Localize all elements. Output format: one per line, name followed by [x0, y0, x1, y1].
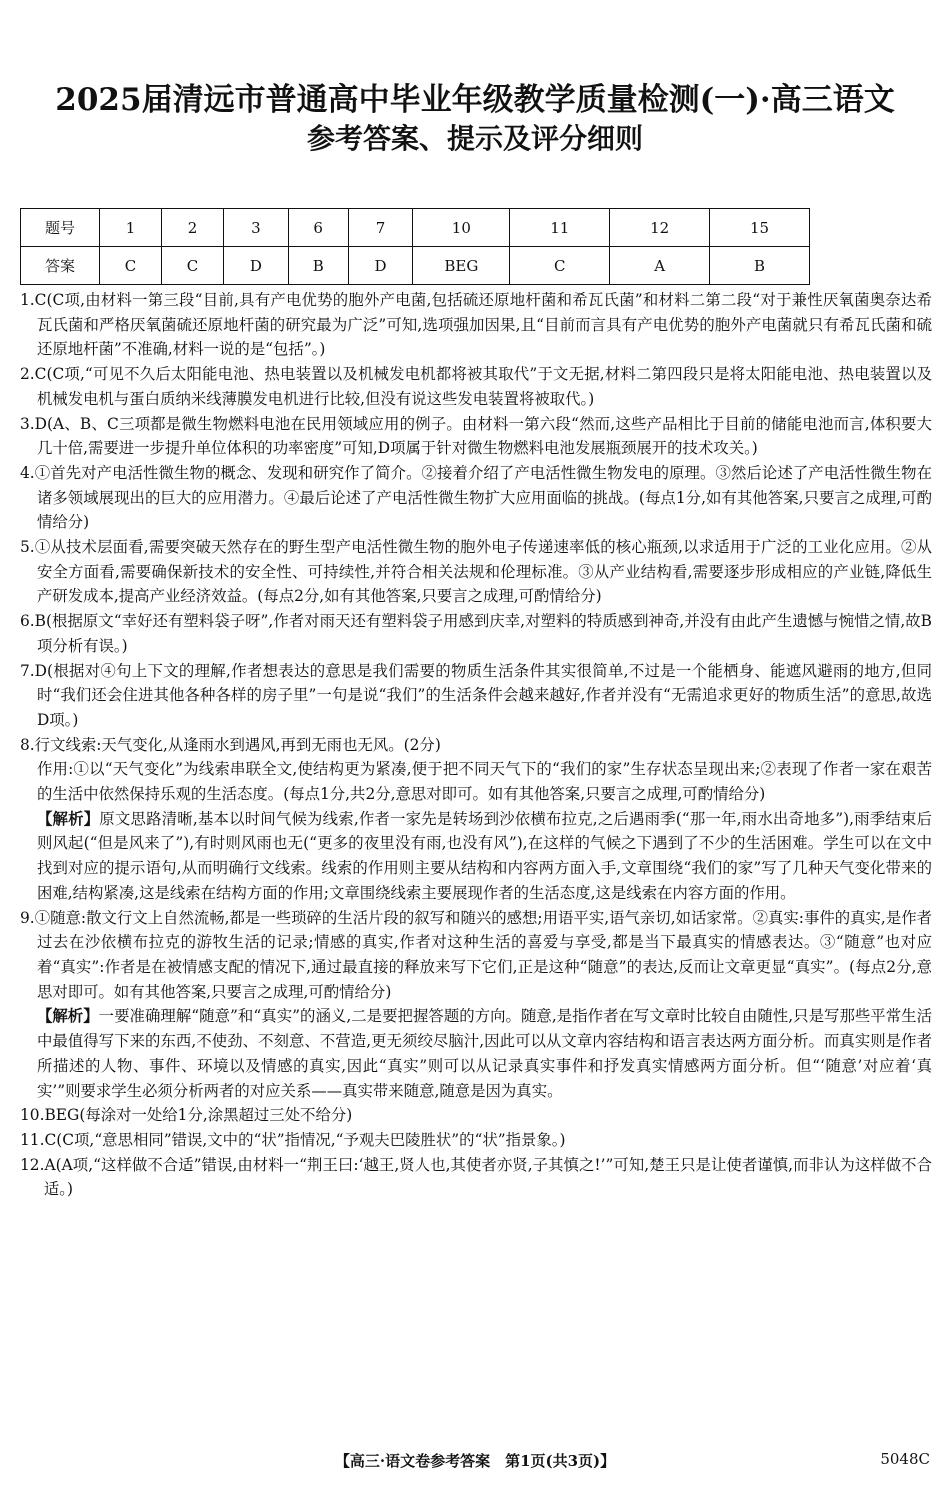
analysis-text: 一要准确理解“随意”和“真实”的涵义,二是要把握答题的方向。随意,是指作者在写文章时比较自由随性,只是写那些平常生活中最值得写下来的东西,不使劲、不刻意、不营造,更无须绞尽脑汁,因此可以从文章内容结构和语言表达两方面分析。而真实则是作者所描述的人物、事件、环境以及情感的真实,因此“真实”则可以从记录真实事件和抒发真实情感两方面分析。但“‘随意’对应着‘真实’”则要求学生必须分析两者的对应关系——真实带来随意,随意是因为真实。 — [36, 1007, 932, 1100]
table-cell: 12 — [610, 209, 710, 247]
table-cell: 11 — [510, 209, 610, 247]
answer-item-6: 6.B(根据原文“幸好还有塑料袋子呀”,作者对雨天还有塑料袋子用感到庆幸,对塑料的特质感到神奇,并没有由此产生遗憾与惋惜之情,故B项分析有误。) — [20, 612, 932, 655]
page-title: 2025届清远市普通高中毕业年级教学质量检测(一)·高三语文 — [55, 82, 895, 118]
table-cell: BEG — [413, 247, 510, 285]
table-cell: 15 — [710, 209, 810, 247]
answer-item-11: 11.C(C项,“意思相同”错误,文中的“状”指情况,“予观夫巴陵胜状”的“状”指景象。) — [20, 1130, 566, 1149]
page-footer: 【高三·语文卷参考答案 第1页(共3页)】 — [334, 1452, 616, 1470]
row-label-answer: 答案 — [21, 247, 100, 285]
analysis-text: 原文思路清晰,基本以时间气候为线索,作者一家先是转场到沙依横布拉克,之后遇雨季(“那一年,雨水出奇地多”),雨季结束后则风起(“但是风来了”),有时则风雨也无(“更多的夜里没有雨,也没有风”),在这样的气候之下遇到了不少的生活困难。学生可以在文中找到对应的提示语句,从而明确行文线索。线索的作用则主要从结构和内容两方面入手,文章围绕“我们的家”写了几种天气变化带来的困难,结构紧凑,这是线索在结构方面的作用;文章围绕线索主要展现作者的生活态度,这是线索在内容方面的作用。 — [36, 809, 932, 902]
answer-item-2: 2.C(C项,“可见不久后太阳能电池、热电装置以及机械发电机都将被其取代”于文无据,材料二第四段只是将太阳能电池、热电装置以及机械发电机与蛋白质纳米线薄膜发电机进行比较,但没有说这些发电装置将被取代。) — [20, 365, 932, 408]
table-cell: C — [162, 247, 224, 285]
table-cell: 10 — [413, 209, 510, 247]
table-cell: 6 — [288, 209, 348, 247]
table-cell: 7 — [348, 209, 413, 247]
answer-item-1: 1.C(C项,由材料一第三段“目前,具有产电优势的胞外产电菌,包括硫还原地杆菌和希瓦氏菌”和材料二第二段“对于兼性厌氧菌奥奈达希瓦氏菌和严格厌氧菌硫还原地杆菌的研究最为广泛”可知,选项强加因果,且“目前而言具有产电优势的胞外产电菌就只有希瓦氏菌和硫还原地杆菌”不准确,材料一说的是“包括”。) — [20, 291, 932, 359]
answer-explanations — [20, 288, 932, 1202]
answer-item-12: 12.A(A项,“这样做不合适”错误,由材料一“荆王曰:‘越王,贤人也,其使者亦贤,子其慎之!’”可知,楚王只是让使者谨慎,而非认为这样做不合适。) — [20, 1155, 932, 1199]
answer-item-10: 10.BEG(每涂对一处给1分,涂黑超过三处不给分) — [20, 1106, 353, 1125]
row-label-number: 题号 — [21, 209, 100, 247]
answer-item-5: 5.①从技术层面看,需要突破天然存在的野生型产电活性微生物的胞外电子传递速率低的核心瓶颈,以求适用于广泛的工业化应用。②从安全方面看,需要确保新技术的安全性、可持续性,并符合相关法规和伦理标准。③从产业结构看,需要逐步形成相应的产业链,降低生产研发成本,提高产业经济效益。(每点2分,如有其他答案,只要言之成理,可酌情给分) — [20, 538, 932, 606]
table-cell: 2 — [162, 209, 224, 247]
table-cell: B — [288, 247, 348, 285]
answer-item-8-function: 作用:①以“天气变化”为线索串联全文,使结构更为紧凑,便于把不同天气下的“我们的家”生存状态呈现出来;②表现了作者一家在艰苦的生活中依然保持乐观的生活态度。(每点1分,共2分,意思对即可。如有其他答案,只要言之成理,可酌情给分) — [36, 760, 932, 804]
answer-item-9-analysis — [20, 1004, 932, 1103]
answer-item-9: 9.①随意:散文行文上自然流畅,都是一些琐碎的生活片段的叙写和随兴的感想;用语平实,语气亲切,如话家常。②真实:事件的真实,是作者过去在沙依横布拉克的游牧生活的记录;情感的真实,作者对这种生活的喜爱与享受,都是当下最真实的情感表达。③“随意”也对应着“真实”:作者是在被情感支配的情况下,通过最直接的释放来写下它们,正是这种“随意”的表达,反而让文章更显“真实”。(每点2分,意思对即可。如有其他答案,只要言之成理,可酌情给分) — [20, 908, 932, 1001]
answer-item-8-clue: 8.行文线索:天气变化,从逢雨水到遇风,再到无雨也无风。(2分) — [20, 735, 441, 754]
table-cell: D — [348, 247, 413, 285]
answer-item-7: 7.D(根据对④句上下文的理解,作者想表达的意思是我们需要的物质生活条件其实很简单,不过是一个能栖身、能遮风避雨的地方,但同时“我们还会住进其他各种各样的房子里”一句是说“我们”的生活条件会越来越好,作者并没有“无需追求更好的物质生活”的意思,故选D项。) — [20, 661, 932, 729]
answer-table — [20, 208, 810, 285]
table-row-answers — [21, 247, 810, 285]
table-cell: C — [100, 247, 162, 285]
table-cell: A — [610, 247, 710, 285]
answer-item-3: 3.D(A、B、C三项都是微生物燃料电池在民用领域应用的例子。由材料一第六段“然而,这些产品相比于目前的储能电池而言,体积要大几十倍,需要进一步提升单位体积的功率密度”可知,D项属于针对微生物燃料电池发展瓶颈展开的技术攻关。) — [20, 414, 932, 458]
analysis-label: 【解析】 — [36, 1007, 99, 1026]
document-code: 5048C — [880, 1450, 930, 1468]
analysis-label: 【解析】 — [36, 809, 100, 828]
answer-item-4: 4.①首先对产电活性微生物的概念、发现和研究作了简介。②接着介绍了产电活性微生物发电的原理。③然后论述了产电活性微生物在诸多领域展现出的巨大的应用潜力。④最后论述了产电活性微生物扩大应用面临的挑战。(每点1分,如有其他答案,只要言之成理,可酌情给分) — [20, 463, 932, 532]
answer-item-8-analysis — [20, 807, 932, 906]
table-cell: D — [224, 247, 289, 285]
table-cell: 3 — [224, 209, 289, 247]
table-cell: 1 — [100, 209, 162, 247]
table-cell: C — [510, 247, 610, 285]
table-cell: B — [710, 247, 810, 285]
page-subtitle: 参考答案、提示及评分细则 — [306, 122, 643, 155]
table-row-numbers — [21, 209, 810, 247]
